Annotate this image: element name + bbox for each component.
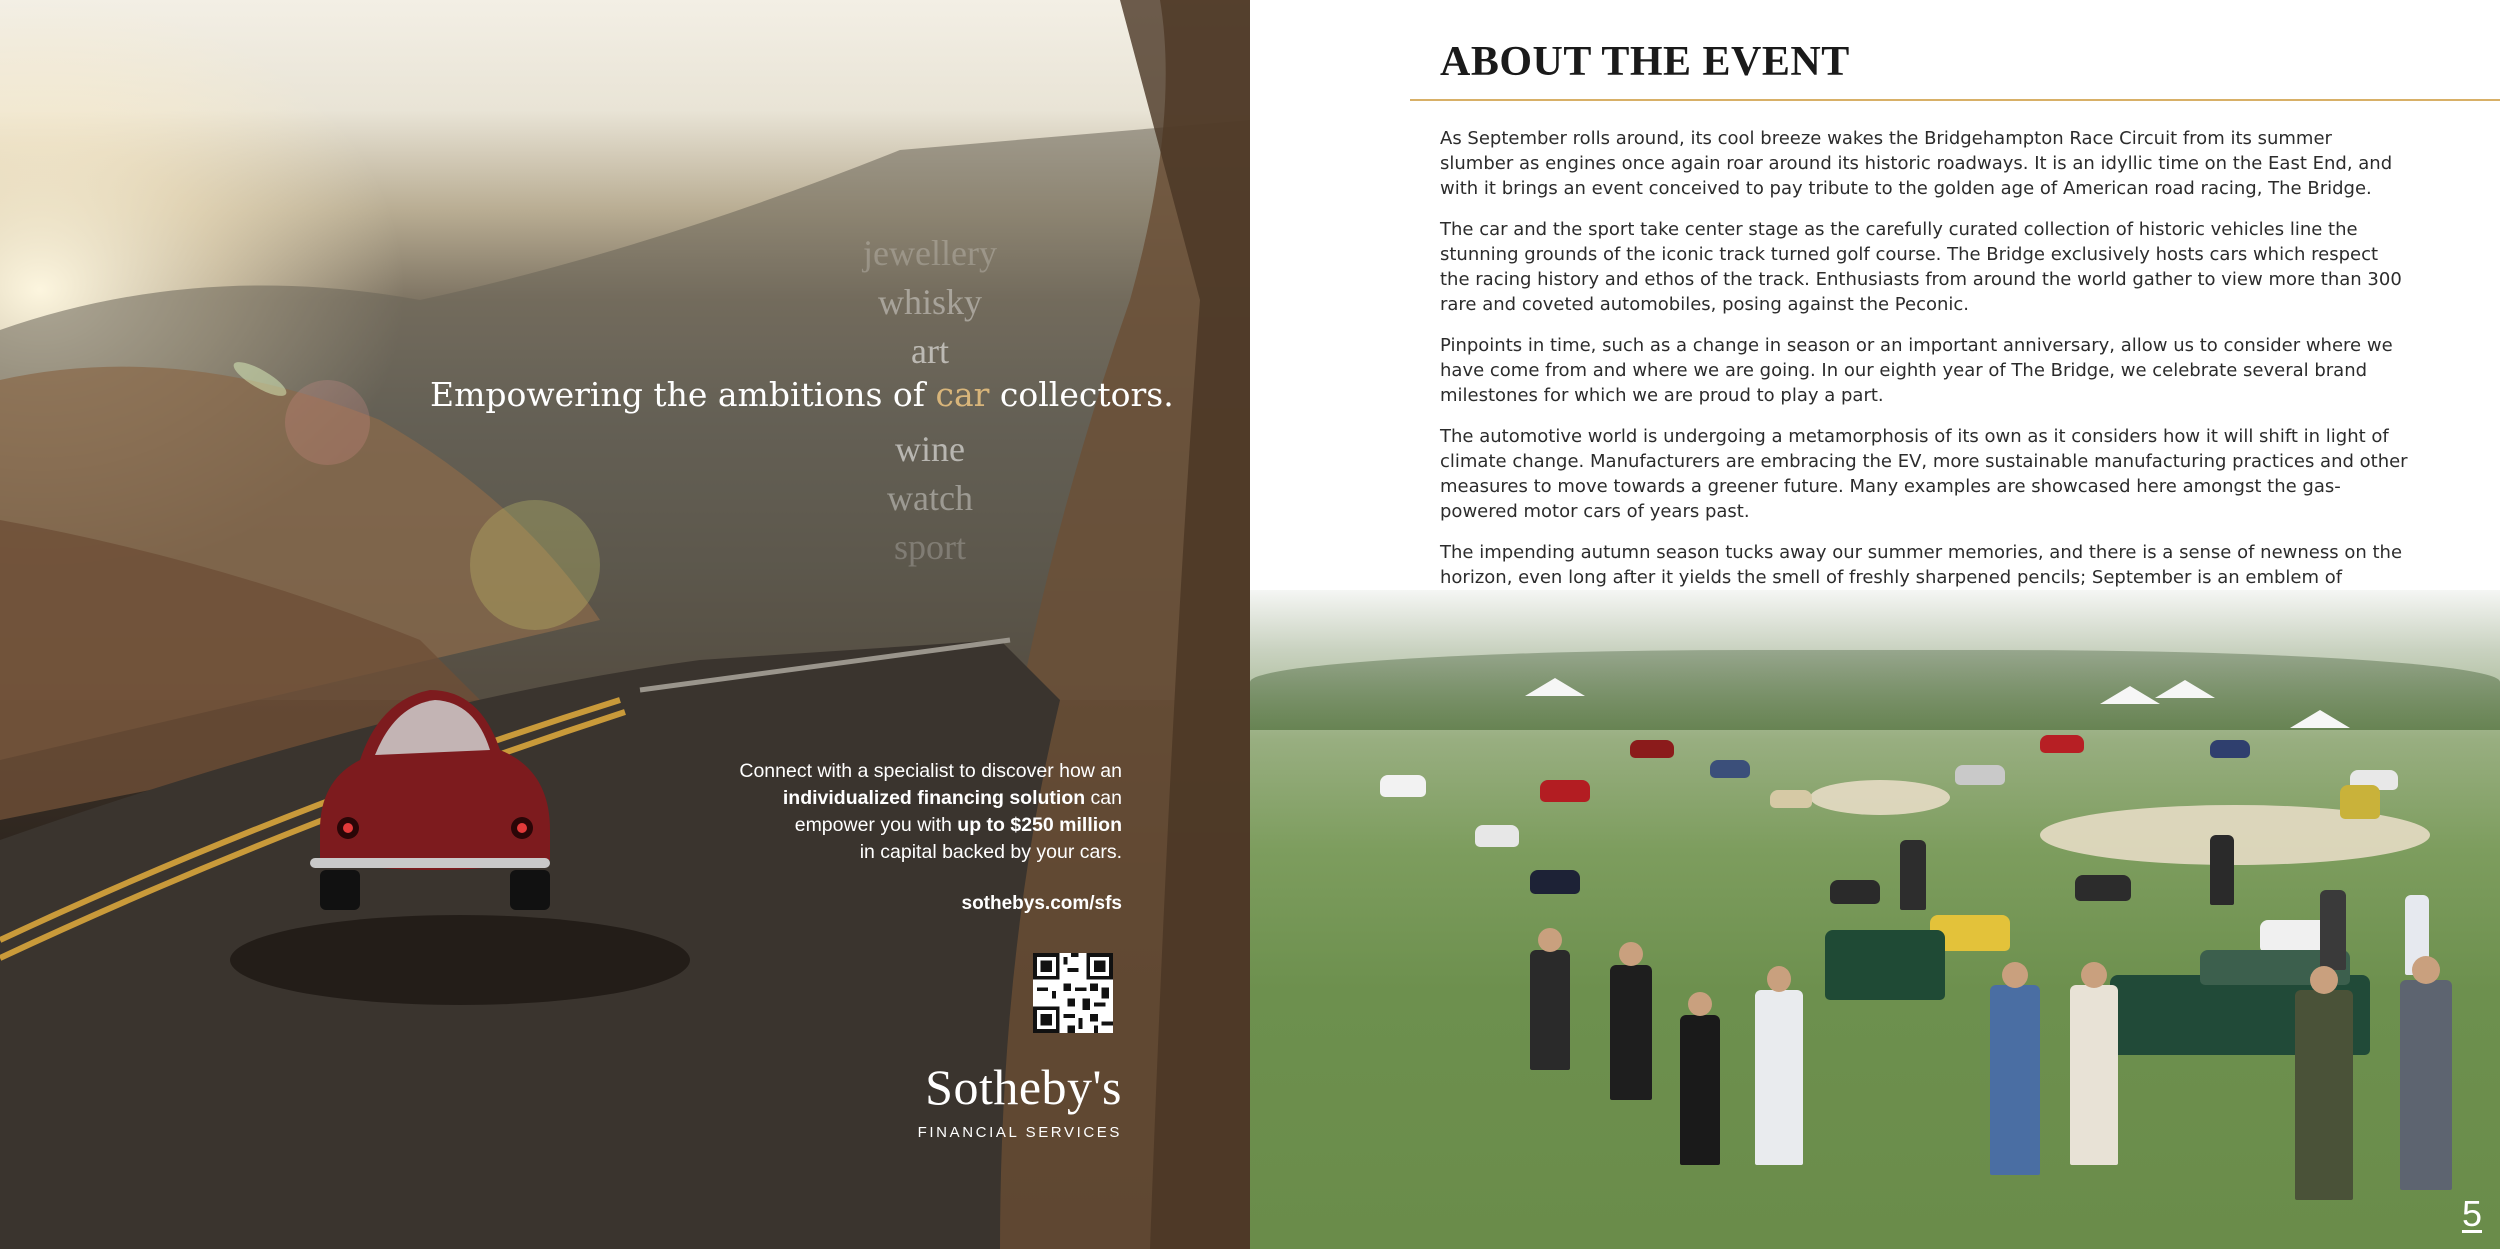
car xyxy=(1540,780,1590,802)
tagline-accent-word: car xyxy=(935,375,990,414)
person xyxy=(2320,890,2346,970)
paragraph: The car and the sport take center stage as the carefully curated collection of historic vehicles line the stunning grounds of the iconic track turned golf course. The Bridge exclusively hosts cars which respect the racing history and ethos of the track. Enthusiasts from around the world gather to view more than 300 rare and coveted automobiles, posing against the Peconic. xyxy=(1440,219,2402,315)
person-head xyxy=(2310,966,2338,994)
white-tent xyxy=(2290,710,2350,728)
sand-bunker xyxy=(1810,780,1950,815)
lens-flare xyxy=(470,500,600,630)
white-tent xyxy=(2100,686,2160,704)
ad-copy-text: can xyxy=(1085,787,1122,809)
red-sports-car xyxy=(300,680,560,920)
person xyxy=(1530,950,1570,1070)
ad-body-copy xyxy=(602,758,1122,866)
ad-copy-line: in capital backed by your cars. xyxy=(859,841,1122,863)
car xyxy=(1530,870,1580,894)
page-title: ABOUT THE EVENT xyxy=(1440,39,1850,85)
ad-copy-line xyxy=(602,812,1122,839)
tagline-end: collectors. xyxy=(989,375,1174,414)
ad-copy-line: Connect with a specialist to discover how an xyxy=(739,760,1122,782)
ad-copy-text: empower you with xyxy=(794,814,958,836)
ad-tagline xyxy=(430,375,1174,414)
page-number: 5 xyxy=(2461,1193,2482,1234)
white-tent xyxy=(1525,678,1585,696)
paragraph: The automotive world is undergoing a metamorphosis of its own as it considers how it will shift in light of climate change. Manufacturers are embracing the EV, more sustainable manufacturing practices and other measures to move towards a greener future. Many examples are showcased here amongst the gas-powered motor cars of years past. xyxy=(1440,426,2408,522)
car xyxy=(1475,825,1519,847)
person-head xyxy=(1688,992,1712,1016)
person xyxy=(1990,985,2040,1175)
car xyxy=(1830,880,1880,904)
person xyxy=(2070,985,2118,1165)
person xyxy=(2295,990,2353,1200)
ad-copy-bold: individualized financing solution xyxy=(782,787,1086,809)
person-head xyxy=(1619,942,1643,966)
person-head xyxy=(1767,966,1791,992)
paragraph: Pinpoints in time, such as a change in season or an important anniversary, allow us to consider where we have come from and where we are going. In our eighth year of The Bridge, we celebrate several brand milestones for which we are proud to play a part. xyxy=(1440,335,2393,406)
ghost-word-whisky: whisky xyxy=(877,282,982,322)
person xyxy=(1610,965,1652,1100)
person-head xyxy=(2002,962,2028,988)
sothebys-logo-wordmark: Sotheby's xyxy=(925,1059,1122,1115)
car xyxy=(2210,740,2250,758)
ad-website-link[interactable]: sothebys.com/sfs xyxy=(961,893,1122,914)
person xyxy=(2210,835,2234,905)
lens-flare xyxy=(285,380,370,465)
car xyxy=(1380,775,1426,797)
car xyxy=(2040,735,2084,753)
ghost-word-sport: sport xyxy=(894,527,966,567)
car xyxy=(1770,790,1812,808)
car xyxy=(1825,930,1945,1000)
ghost-word-wine: wine xyxy=(895,429,965,469)
car xyxy=(1630,740,1674,758)
tagline-start: Empowering the ambitions of xyxy=(430,375,936,414)
qr-code[interactable] xyxy=(1033,953,1113,1033)
ghost-word-art: art xyxy=(911,331,949,371)
person-head xyxy=(2081,962,2107,988)
ad-copy-line xyxy=(602,785,1122,812)
person xyxy=(1900,840,1926,910)
about-event-page xyxy=(1250,0,2500,1249)
person xyxy=(1680,1015,1720,1165)
paragraph: The impending autumn season tucks away our summer memories, and there is a sense of newness on the horizon, even long after it yields the smell of freshly sharpened pencils; September is an emblem of xyxy=(1440,542,2403,588)
person xyxy=(1755,990,1803,1165)
white-tent xyxy=(2155,680,2215,698)
title-divider xyxy=(1410,99,2500,101)
ghost-word-jewellery: jewellery xyxy=(863,233,997,273)
event-photo xyxy=(1250,590,2500,1249)
car xyxy=(1955,765,2005,785)
car xyxy=(1710,760,1750,778)
ad-copy-bold: up to $250 million xyxy=(957,814,1122,836)
sothebys-logo-subtitle: FINANCIAL SERVICES xyxy=(917,1124,1122,1141)
car xyxy=(2340,785,2380,819)
person-head xyxy=(2412,956,2440,984)
person xyxy=(2400,980,2452,1190)
person-head xyxy=(1538,928,1562,952)
ghost-word-watch: watch xyxy=(887,478,973,518)
car xyxy=(2075,875,2131,901)
event-body-text xyxy=(1440,126,2410,631)
paragraph: As September rolls around, its cool breeze wakes the Bridgehampton Race Circuit from its summer slumber as engines once again roar around its historic roadways. It is an idyllic time on the East End, and with it brings an event conceived to pay tribute to the golden age of American road racing, The Bridge. xyxy=(1440,128,2393,199)
